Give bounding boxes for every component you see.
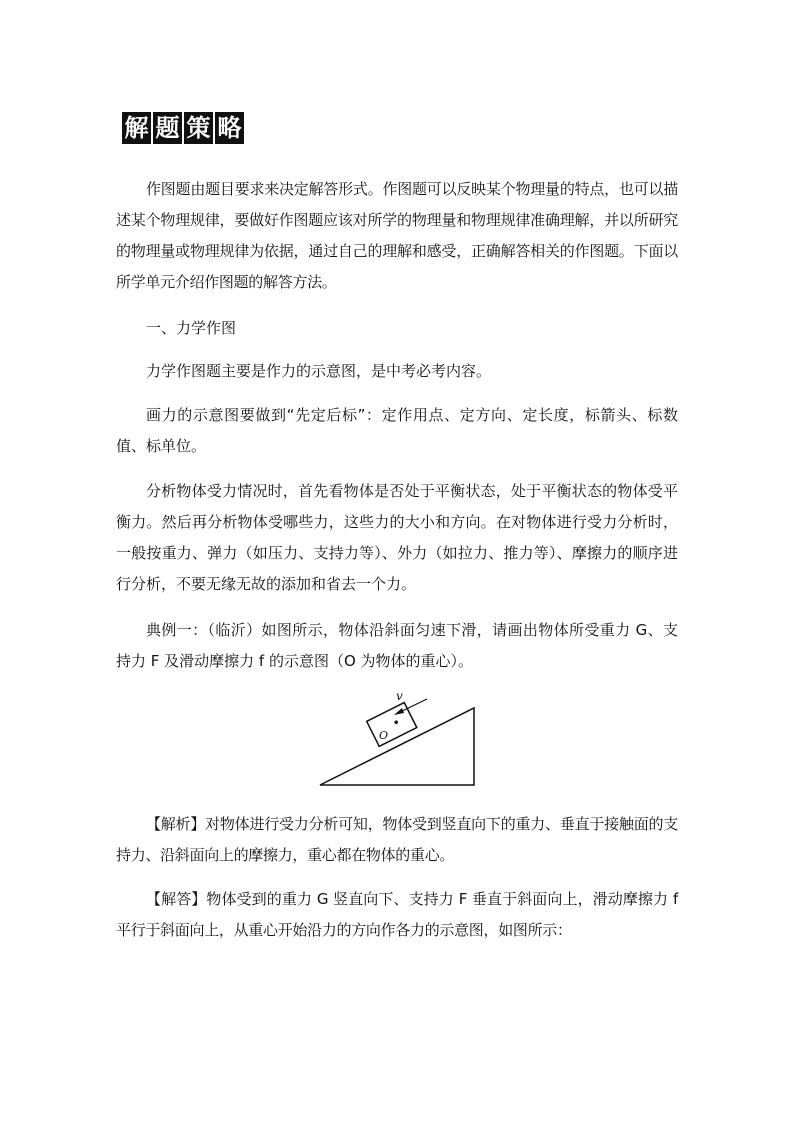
intro-paragraph: 作图题由题目要求来决定解答形式。作图题可以反映某个物理量的特点，也可以描述某个物理规律，要做好作图题应该对所学的物理量和物理规律准确理解，并以所研究的物理量或物理规律为依据，通过自己的理解和感受，正确解答相关的作图题。下面以所学单元介绍作图题的解答方法。 [116, 180, 678, 291]
example-question: 典例一：（临沂）如图所示，物体沿斜面匀速下滑，请画出物体所受重力 G、支持力 F 及滑动摩擦力 f 的示意图（O 为物体的重心）。 [116, 621, 678, 670]
heading-char: 略 [215, 112, 244, 144]
heading-char: 题 [153, 112, 182, 144]
paragraph-force-diagram: 力学作图题主要是作力的示意图，是中考必考内容。 [146, 362, 492, 380]
paragraph-drawing-rules: 画力的示意图要做到“先定后标”：定作用点、定方向、定长度，标箭头、标数值、标单位。 [116, 406, 678, 455]
paragraph-force-analysis: 分析物体受力情况时，首先看物体是否处于平衡状态，处于平衡状态的物体受平衡力。然后再分析物体受哪些力，这些力的大小和方向。在对物体进行受力分析时，一般按重力、弹力（如压力、支持力等）、外力（如拉力、推力等）、摩擦力的顺序进行分析，不要无缘无故的添加和省去一个力。 [116, 482, 678, 593]
section-heading [122, 112, 244, 144]
answer-paragraph: 【解答】物体受到的重力 G 竖直向下、支持力 F 垂直于斜面向上，滑动摩擦力 f 平行于斜面向上，从重心开始沿力的方向作各力的示意图，如图所示： [116, 890, 678, 939]
heading-char: 解 [122, 112, 151, 144]
heading-char: 策 [184, 112, 213, 144]
velocity-label: v [396, 689, 403, 703]
analysis-paragraph: 【解析】对物体进行受力分析可知，物体受到竖直向下的重力、垂直于接触面的支持力、沿斜面向上的摩擦力，重心都在物体的重心。 [116, 815, 678, 864]
section-title: 一、力学作图 [146, 319, 237, 337]
incline-figure [316, 688, 478, 790]
center-label: O [379, 729, 389, 742]
